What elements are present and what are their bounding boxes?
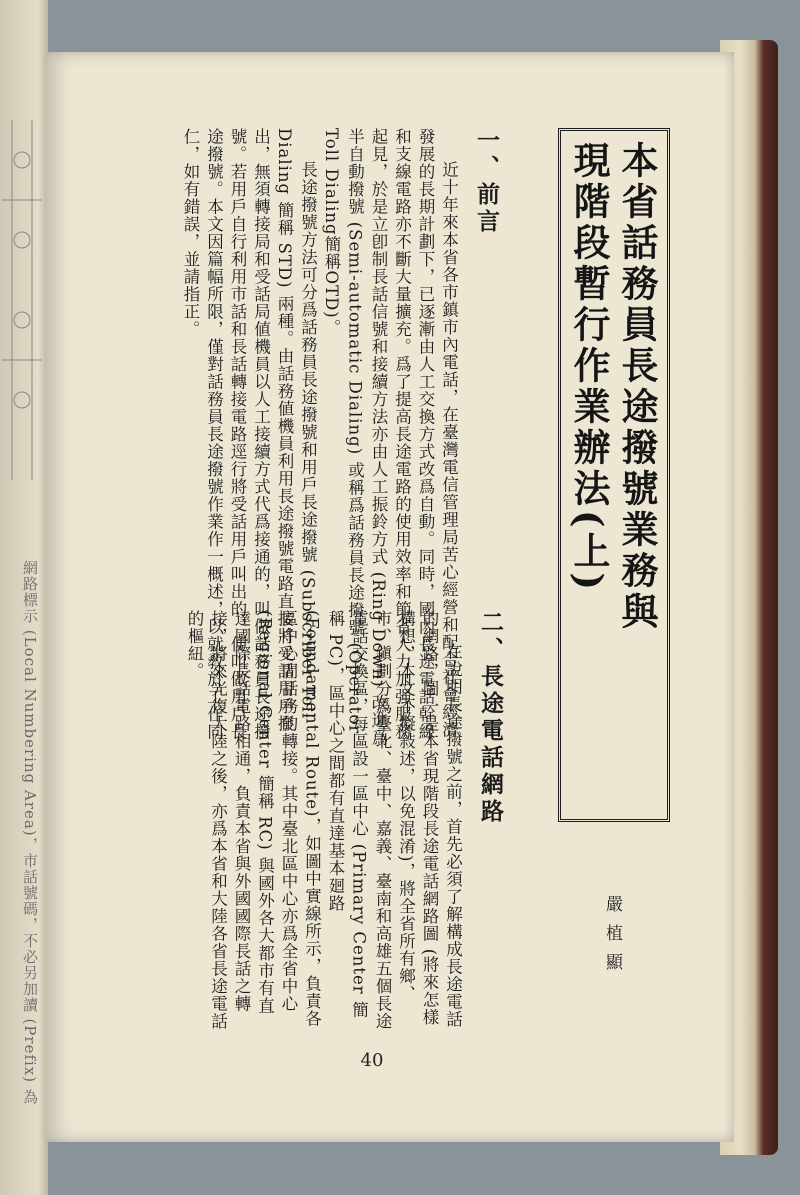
prev-page-figure xyxy=(2,100,42,520)
section-2-heading: 二、長途電話網路 xyxy=(477,610,504,826)
title-line-1: 本省話務員長途撥號業務與 xyxy=(615,141,659,633)
section-1-paragraph-1: 近十年來本省各市鎮市內電話，在臺灣電信管理局苦心經營和配合社會經濟發展的長期計劃下，已逐漸由人工交換方式改爲自動。同時，國內長途電話幹線和支線電路亦不斷大量擴充。爲了提高長途電路的使用效率和節省人力加强服務起見，於是立卽制長話信號和接續方法亦由人工振鈴方式 (Ring Down) 改進爲半自動撥號 (Semi-automatic Dialing) 或稱爲話務員長途撥號 (Operator Toll Dialing簡稱OTD)。 xyxy=(322,128,459,747)
previous-page-edge xyxy=(0,0,48,1195)
section-2-paragraph-1: 在說明長途撥號之前，首先必須了解構成長途電話的網路，圖一是本省現階段長途電話網路圖 (將來怎樣構想，本文不擬敍述，以免混淆)，將全省所有鄉、市、鎭劃分爲臺北、臺中、嘉義、臺南和高雄五個長途電話交換區，每區設一區中心 (Primary Center 簡稱 PC)，區中心之間都有直達基本廻路 (Foundamental Route)，如圖中實線所示，負責各區中心間話務的轉接。其中臺北區中心亦爲全省中心 (Regional Center 簡稱 RC) 與國外各大都市有直達國際長話電路相通，負責本省與外國國際長話之轉接，將來光復大陸之後，亦爲本省和大陸各省長途電話的樞紐。 xyxy=(185,610,463,1030)
title-line-2: 現階段暫行作業辦法(上) xyxy=(567,141,611,595)
prev-page-text: 網路標示 (Local Numbering Area)，市話號碼，不必另加讀 (Prefix) 為 xyxy=(21,560,39,1105)
section-1-paragraph-2: 長途撥號方法可分爲話務員長途撥號和用戶長途撥號 (Subscriber Toll Dialing 簡稱 STD) 兩種。由話務値機員利用長途撥號電路直接將受話用戶撥出，無須轉接局和受話局値機員以人工接續方式代爲接通的，叫做話務員長途撥號。若用戶自行利用市話和長話轉接電路逕行將受話用戶叫出的，便叫做用戶長途撥號。本文因篇幅所限，僅對話務員長途撥號作業作一概述，以就敎於工作同仁，如有錯誤，並請指正。 xyxy=(181,128,318,741)
article-title xyxy=(558,128,670,822)
article-body-lower xyxy=(68,610,508,1030)
page-number: 40 xyxy=(360,1050,384,1071)
author-name: 嚴植顯 xyxy=(602,895,622,982)
section-1-heading: 一、前言 xyxy=(473,128,500,236)
